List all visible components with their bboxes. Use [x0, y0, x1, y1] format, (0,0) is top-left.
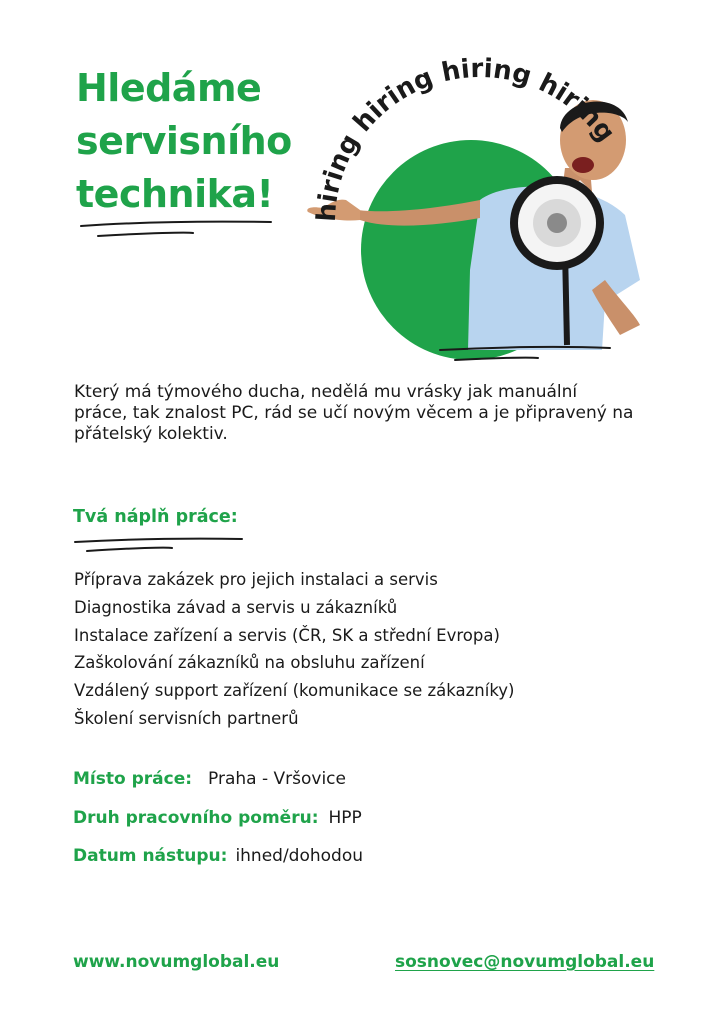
hero-illustration	[280, 40, 680, 370]
contract-value: HPP	[328, 808, 362, 828]
contract-row	[73, 808, 362, 828]
headline-underline-icon	[78, 214, 278, 242]
contract-label: Druh pracovního poměru:	[73, 808, 319, 828]
website-link[interactable]: www.novumglobal.eu	[73, 952, 280, 972]
duties-list	[74, 566, 515, 733]
list-item: Instalace zařízení a servis (ČR, SK a střední Evropa)	[74, 625, 500, 645]
headline-line-1: Hledáme	[76, 66, 262, 110]
list-item: Vzdálený support zařízení (komunikace se zákazníky)	[74, 681, 515, 701]
place-value: Praha - Vršovice	[208, 769, 346, 789]
duties-title: Tvá náplň práce:	[73, 507, 238, 527]
list-item: Zaškolování zákazníků na obsluhu zařízení	[74, 653, 425, 673]
place-row	[73, 769, 346, 789]
start-value: ihned/dohodou	[235, 846, 364, 866]
place-label: Místo práce:	[73, 769, 193, 789]
list-item: Diagnostika závad a servis u zákazníků	[74, 597, 398, 617]
list-item: Školení servisních partnerů	[74, 708, 299, 728]
start-label: Datum nástupu:	[73, 846, 228, 866]
email-link[interactable]: sosnovec@novumglobal.eu	[395, 952, 655, 972]
headline-line-3: technika!	[76, 172, 274, 216]
hiring-circular-text: hiring hiring hiring hiring	[311, 53, 621, 223]
start-row	[73, 846, 363, 866]
list-item: Příprava zakázek pro jejich instalaci a servis	[74, 570, 438, 589]
duties-underline-icon	[72, 532, 252, 556]
headline	[76, 62, 292, 221]
headline-line-2: servisního	[76, 119, 292, 163]
intro-text: Který má týmového ducha, nedělá mu vrásky jak manuální práce, tak znalost PC, rád se učí novým věcem a je připravený na přátelský kolektiv.	[74, 382, 634, 444]
